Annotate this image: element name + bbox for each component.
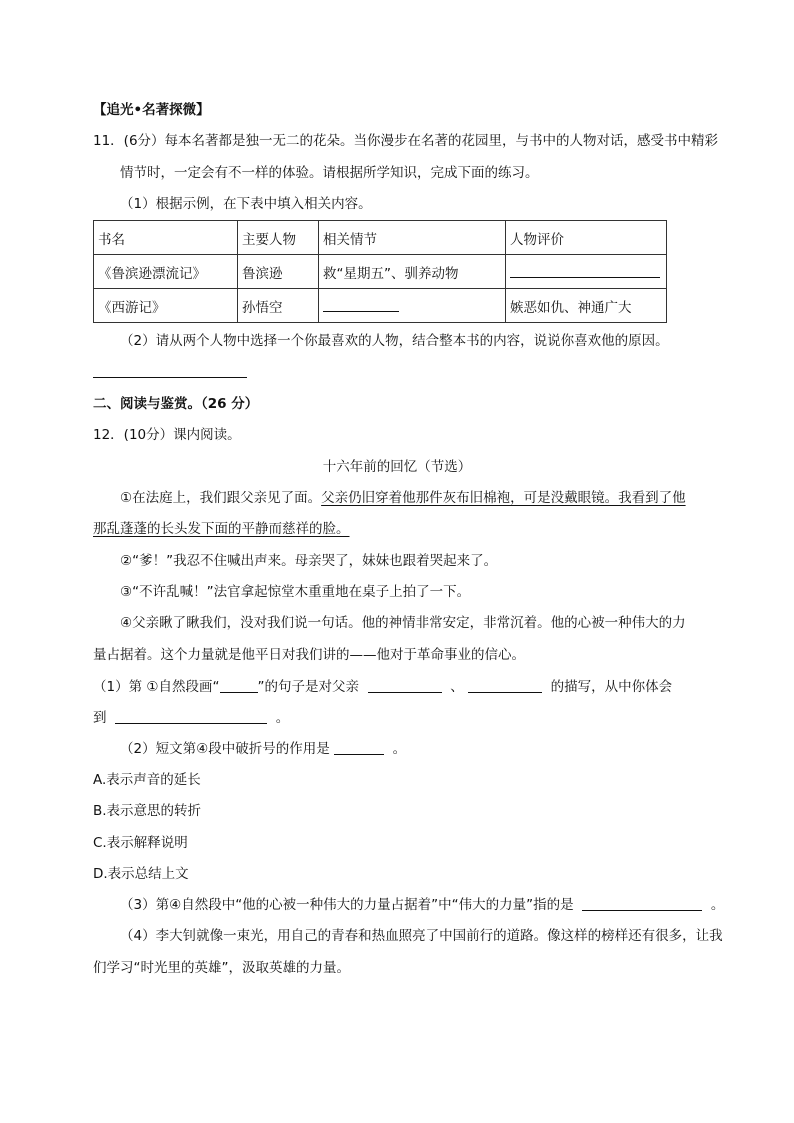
s1-text: 到 xyxy=(93,710,107,726)
s4-line1: （4）李大钊就像一束光，用自己的青春和热血照亮了中国前行的道路。像这样的榜样还有很多，让我 xyxy=(120,928,723,944)
s1-text: （1）第 xyxy=(93,679,143,695)
s1-text: ①自然段画“ xyxy=(146,679,220,695)
answer-blank-cell[interactable] xyxy=(319,289,506,323)
table-row xyxy=(94,255,667,289)
option-b[interactable]: B.表示意思的转折 xyxy=(93,803,202,819)
q11-table xyxy=(93,220,667,323)
table-header-cell: 相关情节 xyxy=(319,221,506,255)
s3-text: （3）第④自然段中“他的心被一种伟大的力量占据着”中“伟大的力量”指的是 xyxy=(120,897,574,913)
s3-text: 。 xyxy=(710,897,725,913)
p3: ③“不许乱喊！”法官拿起惊堂木重重地在桌子上拍了一下。 xyxy=(120,584,471,600)
p1-lead: ①在法庭上，我们跟父亲见了面。 xyxy=(120,490,322,506)
table-header-cell: 主要人物 xyxy=(238,221,319,255)
answer-blank[interactable] xyxy=(582,896,702,911)
table-header-cell: 人物评价 xyxy=(506,221,667,255)
q11-sub1: （1）根据示例，在下表中填入相关内容。 xyxy=(120,196,372,212)
part2-title: 二、阅读与鉴赏。（26 分） xyxy=(93,396,259,412)
section-title: 【追光•名著探微】 xyxy=(93,102,210,118)
q11-sub2: （2）请从两个人物中选择一个你最喜欢的人物，结合整本书的内容，说说你喜欢他的原因。 xyxy=(120,333,669,349)
answer-blank[interactable] xyxy=(334,740,384,755)
table-cell: 鲁滨逊 xyxy=(238,255,319,289)
answer-blank[interactable] xyxy=(468,678,542,693)
answer-blank[interactable] xyxy=(93,363,247,378)
option-a[interactable]: A.表示声音的延长 xyxy=(93,772,201,788)
s1-line2 xyxy=(93,708,289,728)
answer-blank[interactable] xyxy=(220,678,258,693)
answer-blank-cell[interactable] xyxy=(506,255,667,289)
s1-line1 xyxy=(93,677,672,697)
answer-blank[interactable] xyxy=(368,678,442,693)
answer-blank[interactable] xyxy=(115,709,267,724)
s2-text: （2）短文第④段中破折号的作用是 xyxy=(120,741,330,757)
p1-underlined-a: 父亲仍旧穿着他那件灰布旧棉袍，可是没戴眼镜。我看到了他 xyxy=(321,490,686,506)
table-cell: 嫉恶如仇、神通广大 xyxy=(506,289,667,323)
p1-line2 xyxy=(93,519,350,539)
q12-intro: 12．(10分）课内阅读。 xyxy=(93,427,241,443)
answer-blank[interactable] xyxy=(323,297,399,312)
option-d[interactable]: D.表示总结上文 xyxy=(93,866,189,882)
q11-answer-line[interactable] xyxy=(93,362,247,382)
p1-underlined-b: 那乱蓬蓬的长头发下面的平静而慈祥的脸。 xyxy=(93,521,350,537)
table-cell: 《鲁滨逊漂流记》 xyxy=(94,255,238,289)
s3-line xyxy=(120,895,724,915)
q11-line2: 情节时，一定会有不一样的体验。请根据所学知识，完成下面的练习。 xyxy=(120,165,539,181)
table-cell: 《西游记》 xyxy=(94,289,238,323)
table-header-cell: 书名 xyxy=(94,221,238,255)
s2-line xyxy=(120,739,406,759)
p1-line1 xyxy=(120,488,686,508)
s1-text: ”的句子是对父亲 xyxy=(257,679,359,695)
table-cell: 救“星期五”、驯养动物 xyxy=(319,255,506,289)
answer-blank[interactable] xyxy=(510,263,660,278)
q11-line1: 11．(6分）每本名著都是独一无二的花朵。当你漫步在名著的花园里，与书中的人物对话，感受书中精彩 xyxy=(93,133,719,149)
table-header-row xyxy=(94,221,667,255)
p4-line2: 量占据着。这个力量就是他平日对我们讲的——他对于革命事业的信心。 xyxy=(93,647,525,663)
p2: ②“爹！”我忍不住喊出声来。母亲哭了，妹妹也跟着哭起来了。 xyxy=(120,553,498,569)
table-cell: 孙悟空 xyxy=(238,289,319,323)
option-c[interactable]: C.表示解释说明 xyxy=(93,835,188,851)
table-row xyxy=(94,289,667,323)
s1-text: 的描写，从中你体会 xyxy=(550,679,673,695)
s2-text: 。 xyxy=(392,741,407,757)
s1-text: 、 xyxy=(450,679,464,695)
s4-line2: 们学习“时光里的英雄”，汲取英雄的力量。 xyxy=(93,960,350,976)
passage-title: 十六年前的回忆（节选） xyxy=(322,459,472,475)
s1-text: 。 xyxy=(275,710,290,726)
p4-line1: ④父亲瞅了瞅我们，没对我们说一句话。他的神情非常安定，非常沉着。他的心被一种伟大的力 xyxy=(120,615,686,631)
